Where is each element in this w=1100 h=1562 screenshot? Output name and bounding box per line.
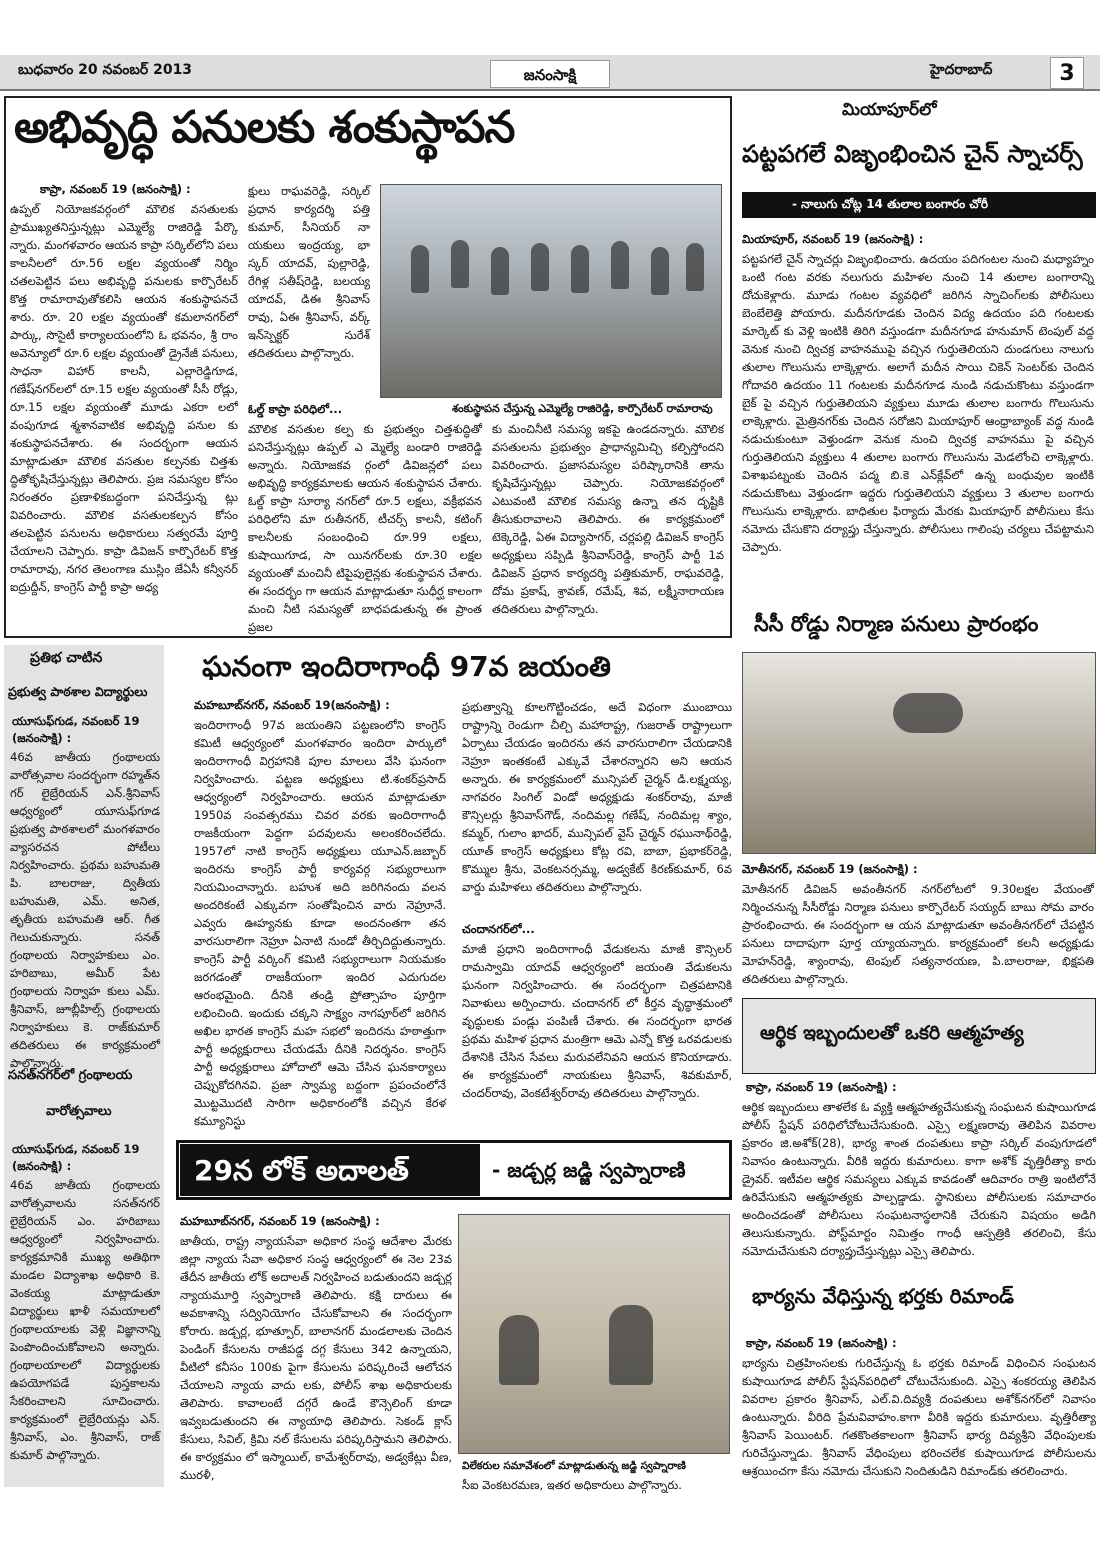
snatchers-kicker: మియాపూర్‌లో	[842, 100, 937, 120]
indira-col-2: ప్రభుత్వాన్ని కూలగొట్టించడం, అదే విధంగా ముంబాయి రాష్ట్రాన్ని రెండుగా చీల్చి మహారాష్ట్ర, గుజరాత్ రాష్ట్రాలుగా ఏర్పాటు చేయడం ఇందిరను తన వారసురాలిగా చేయడానికి నెహ్రూ ఇంతకంటే ఎక్కువే చేశారన్నారని అని ఆయన అన్నారు. ఈ కార్యక్రమంలో మున్సిపల్ చైర్మన్ డి.లక్ష్మయ్య, నాగవరం సింగిల్ విండో అధ్యక్షుడు శంకర్‌రావు, మాజీ కౌన్సిలర్లు శ్రీనివాస్‌గౌడ్, నందిమల్ల గణేష్, నందిమల్ల శ్యాం, కమ్మర్, గులాం ఖాదర్, మున్సిపల్ వైస్ చైర్మన్ రఘునాథ్‌రెడ్డి, యూత్ కాంగ్రెస్ అధ్యక్షులు కోట్ల రవి, బాబా, ప్రభాకర్‌రెడ్డి, కొమ్ముల శ్రీను, వెంకటనర్సమ్మ, అడ్వకేట్ కిరణ్‌కుమార్, 6వ వార్డు మహిళలు తదితరులు పాల్గొన్నారు.	[462, 700, 732, 894]
lokadalat-body: జాతీయ, రాష్ట్ర న్యాయసేవా అధికార సంస్థ ఆదేశాల మేరకు జిల్లా న్యాయ సేవా అధికార సంస్థ ఆధ్వర్యంలో ఈ నెల 23వ తేదీన జాతీయ లోక్ అదాలత్ నిర్వహించ బడుతుందని జడ్చర్ల న్యాయమూర్తి స్వప్నారాణి తెలిపారు. కక్షి దారులు ఈ అవకాశాన్ని సద్వినియోగం చేసుకోవాలని ఈ సందర్భంగా కోరారు. జడ్చర్ల, భూత్పూర్, బాలానగర్ మండలాలకు చెందిన పెండింగ్ కేసులను రాజీపడ్డ దగ్గ కేసులు 342 ఉన్నాయని, వీటిలో కనీసం 100కు పైగా కేసులను పరిష్కరించే ఆలోచన చేయాలని న్యాయ వాదు లకు, పోలీస్ శాఖ అధికారులకు తెలిపారు. కావాలంటే దగ్గరే ఉండే కౌన్సెలింగ్ కూడా ఇవ్వబడుతుందని ఈ న్యాయాధి తెలిపారు. సెకండ్ క్లాస్ కేసులు, సివిల్, క్రిమి నల్ కేసులను పరిష్కరిస్తామని తెలిపారు. ఈ కార్యక్రమం లో ఇస్మాయిల్, కామేశ్వర్‌రావు, అడ్వకేట్లు వీణ, మురళీ,	[180, 1234, 452, 1482]
newspaper-logo: జనంసాక్షి	[490, 60, 610, 88]
snatchers-subhead: - నాలుగు చోట్ల 14 తులాల బంగారం చోరీ	[792, 197, 988, 211]
lead-subhead: ఓల్డ్ కాప్రా పరిధిలో...	[248, 402, 343, 416]
lead-col-2b: మౌలిక వసతుల కల్ప కు ప్రభుత్వం చిత్తశుద్ధితో పనిచేస్తున్నట్లు ఉప్పల్ ఎ మ్మెల్యే బండారి రాజిరెడ్డి అన్నారు. నియోజకవ ర్గంలో డివిజన్లలో పలు అభివృద్ధి కార్యక్రమాలకు ఆయన శంకుస్థాపన చేశారు. ఓల్డ్ కాప్రా సూర్యా నగర్‌లో రూ.5 లక్షలు, వక్రీభవన పరిధిలోని మా రుతీనగర్, టీచర్స్ కాలనీ, కటింగ్ కాలనీలకు సంబంధించి రూ.99 లక్షలు, కుషాయిగూడ, సా యినగర్‌లకు రూ.30 లక్షల వ్యయంతో మంచినీ టిపైపులైన్లకు శంకుస్థాపన చేశారు. ఈ సందర్భం గా ఆయన మాట్లాడుతూ సుధీర్ఘ కాలంగా మంచి నీటి సమస్యతో బాధపడుతున్న ఈ ప్రాంత ప్రజల	[248, 422, 482, 634]
lead-headline: అభివృద్ధి పనులకు శంకుస్థాపన	[14, 102, 515, 153]
indira-col-1: ఇందిరాగాంధీ 97వ జయంతిని పట్టణంలోని కాంగ్రెస్ కమిటీ ఆధ్వర్యంలో మంగళవారం ఇందిరా పార్కులో ఇందిరాగాంధీ విగ్రహానికి పూల మాలలు వేసి ఘనంగా నిర్వహించారు. పట్టణ అధ్యక్షులు టి.శంకర్‌ప్రసాద్ ఆధ్వర్యంలో నిర్వహించారు. ఆయన మాట్లాడుతూ 1950వ సంవత్సరము చివర వరకు ఇందిరాగాంధీ రాజకీయంగా పెద్దగా పదవులను అలంకరించలేదు. 1957లో నాటి కాంగ్రెస్ అధ్యక్షులు యూఎన్.జబ్బార్ ఇందిరను కాంగ్రెస్ పార్టీ కార్యవర్గ సభ్యురాలుగా నియమించాన్నారు. బహుశ అది జరిగినందు వలన అందరికంటే ఎక్కువగా సంతోషించిన వారు నెహ్రూనే. ఎవ్వరు ఊహ్యనకు కూడా అందనంతగా తన వారసురాలిగా నెహ్రూ ఏనాటి నుండో తీర్చిదిద్దుతున్నారు. కాంగ్రెస్ పార్టీ వర్కింగ్ కమిటి సభ్యురాలుగా నియమకం జరగడంతో రాజకీయంగా ఇందిర ఎదుగుదల ఆరంభమైంది. దీనికి తండ్రి ప్రోత్సాహం పూర్తిగా లభించింది. ఇందుకు చక్కని సాక్ష్యం నాగపూర్‌లో జరిగిన అఖిల భారత కాంగ్రెస్ మహ సభలో ఇందిరను హఠాత్తుగా పార్టీ అధ్యక్షురాలు చేయడమే దీనికి నిదర్శనం. కాంగ్రెస్ పార్టీ అధ్యక్షురాలు హోదాలో ఆమె చేసిన ఘనకార్యాలు చెప్పుకోదగినవి. ప్రజా స్వామ్య బద్దంగా ప్రపంచంలోనే మొట్టమొదటి సారిగా అధికారంలోకి వచ్చిన కేరళ కమ్యూనిస్టు	[194, 718, 446, 1128]
ccroad-photo	[742, 652, 1096, 854]
scholars-dateline: యూసుఫ్‌గుడ, నవంబర్ 19 (జనంసాక్షి) :	[12, 714, 140, 745]
ccroad-headline: సీసీ రోడ్డు నిర్మాణ పనులు ప్రారంభం	[754, 612, 1039, 636]
indira-dateline: మహబూబ్‌నగర్, నవంబర్ 19(జనంసాక్షి) :	[194, 698, 390, 712]
lead-photo-caption: శంకుస్థాపన చేస్తున్న ఎమ్మెల్యే రాజిరెడ్డి, కార్పొరేటర్ రామారావు	[452, 402, 713, 415]
lokadalat-photo-caption: విలేకరుల సమావేశంలో మాట్లాడుతున్న జడ్జి స్వప్నారాణి	[462, 1460, 686, 1472]
lead-col-3: కు మంచినీటి సమస్య ఇకపై ఉండదన్నారు. మౌలిక వసతులను ప్రభుత్వం ప్రాధాన్యమిచ్చి కల్పిస్తోందని వివరించారు. ప్రజాసమస్యల పరిష్కారానికి తాను కృషిచేస్తున్నట్లు చెప్పారు. నియోజకవర్గంలో ఎటువంటి మౌలిక సమస్య ఉన్నా తన దృష్టికి తీసుకురావాలని తెలిపారు. ఈ కార్యక్రమంలో టెక్కెరెడ్డి, ఏఈ విద్యాసాగర్, చర్లపల్లి డివిజన్ కాంగ్రెస్ అధ్యక్షులు సప్పిడి శ్రీనివాస్‌రెడ్డి, కాంగ్రెస్ పార్టీ 1వ డివిజన్ ప్రధాన కార్యదర్శి పత్తికుమార్, రాఘవరెడ్డి, దోమ ప్రకాష్, శ్రావణ్, రమేష్, శివ, లక్ష్మీనారాయణ తదితరులు పాల్గొన్నారు.	[492, 422, 724, 616]
lokadalat-photo	[458, 1214, 730, 1454]
issue-date: బుధవారం 20 నవంబర్ 2013	[18, 62, 193, 78]
lead-col-2: క్షులు రాఘవరెడ్డి, సర్కిల్ ప్రధాన కార్యదర్శి పత్తి కుమార్, సీనియర్ నా యకులు ఇంద్రయ్య, భా స్కర్ యాదవ్, పుల్లారెడ్డి, రేగిళ్ల సతీష్‌రెడ్డి, బలయ్య యాదవ్, డిఈ శ్రీనివాస్ రావు, ఏఈ శ్రీనివాస్, వర్క్ ఇన్‌స్పెక్టర్ సురేశ్ తదితరులు పాల్గొన్నారు.	[248, 184, 370, 360]
snatchers-dateline: మియాపూర్, నవంబర్ 19 (జనంసాక్షి) :	[742, 232, 924, 246]
ccroad-dateline: మోతీనగర్, నవంబర్ 19 (జనంసాక్షి) :	[742, 862, 918, 876]
edition-city: హైదరాబాద్	[930, 62, 993, 78]
ccroad-body: మోతీనగర్ డివిజన్ అవంతీనగర్ నగర్‌లోటలో 9.30లక్షల వేయంతో నిర్మించనున్న సీసీరోడ్డు నిర్మాణ పనులు కార్పొరేటర్ సయ్యద్ బాబు సోమ వారం ప్రారంభించారు. ఈ సందర్భంగా ఆ యన మాట్లాడుతూ అవంతీనగర్‌లో చేపట్టిన పనులు దాదాపుగా పూర్త య్యాయన్నారు. కార్యక్రమంలో కలనీ అధ్యక్షుడు మోహన్‌రెడ్డి, శ్యాంరావు, టెంపుల్ సత్యనారయణ, పి.బాలరాజు, భిక్షపతి తదితరులు పాల్గొన్నారు.	[742, 882, 1094, 986]
suicide-dateline: కాప్రా, నవంబర్ 19 (జనంసాక్షి) :	[746, 1080, 897, 1094]
sanath-headline-1: సనత్‌నగర్‌లో గ్రంథాలయ	[8, 1068, 133, 1083]
snatchers-headline: పట్టపగలే విజృంభించిన చైన్ స్నాచర్స్	[742, 140, 1083, 168]
lokadalat-dateline: మహబూబ్‌నగర్, నవంబర్ 19 (జనంసాక్షి) :	[180, 1214, 380, 1228]
lokadalat-subhead: - జడ్చర్ల జడ్జి స్వప్నారాణి	[492, 1158, 686, 1182]
lokadalat-caption-2: సీఐ వెంకటరమణ, ఇతర అధికారులు పాల్గొన్నారు.	[462, 1478, 682, 1492]
sanath-dateline: యూసుఫ్‌గుడ, నవంబర్ 19 (జనంసాక్షి) :	[12, 1142, 140, 1173]
lead-col-1: ఉప్పల్ నియోజకవర్గంలో మౌలిక వసతులకు ప్రాముఖ్యతనిస్తున్నట్లు ఎమ్మెల్యే రాజిరెడ్డి పేర్కొ న్నారు. మంగళవారం ఆయన కాప్రా సర్కిల్‌లోని పలు కాలనీలలో రూ.56 లక్షల వ్యయంతో నిర్మిం చతలపెట్టిన పలు అభివృద్ధి పనులకు కార్పొరేటర్ కొత్త రామారావుతోకలిసి ఆయన శంకుస్థాపనచే శారు. రూ. 20 లక్షల వ్యయంతో కమలానగర్‌లో పార్కు, సొసైటీ కార్యాలయంలోని ఓ భవనం, శ్రీ రాం అవెన్యూలో రూ.6 లక్షల వ్యయంతో డ్రైనేజీ పనులు, సాధనా విహార్ కాలనీ, ఎల్లారెడ్డిగూడ, గణేష్‌నగర్‌లలో రూ.15 లక్షల వ్యయంతో సీసీ రోడ్లు, రూ.15 లక్షల వ్యయంతో మూడు ఎకరా లలో వంపుగూడ శ్మశానవాటిక అభివృద్ధి పనుల కు శంకుస్థాపనచేశారు. ఈ సందర్భంగా ఆయన మాట్లాడుతూ మౌలిక వసతుల కల్పనకు చిత్తశు ద్ధితోకృషిచేస్తున్నట్లు తెలిపారు. ప్రజ సమస్యల కోసం నిరంతరం ప్రణాళికబద్ధంగా పనిచేస్తున్న ట్లు వివరించారు. మౌలిక వసతులకల్పన కోసం తలపెట్టిన పనులను అధికారులు సత్వరమే పూర్తి చేయాలని చెప్పారు. కాప్రా డివిజన్ కార్పొరేటర్ కొత్త రామారావు, నగర తెలంగాణ ముస్లిం జేఏసీ కన్వీనర్ ఐద్రుద్దీన్, కాంగ్రెస్ పార్టీ కాప్రా అధ్య	[10, 202, 238, 594]
snatchers-subhead-bar	[742, 192, 1096, 218]
suicide-body: ఆర్థిక ఇబ్బందులు తాళలేక ఓ వ్యక్తి ఆత్మహత్యచేసుకున్న సంఘటన కుషాయిగూడ పోలీస్ స్టేషన్ పరిధిలోచోటుచేసుకుంది. ఎస్సై లక్ష్మణరావు తెలిపిన వివరాల ప్రకారం జి.అశోక్(28), భార్య శాంత దంపతులు కాప్రా సర్కిల్ వంపుగూడలో నివాసం ఉంటున్నారు. వీరికి ఇద్దరు కుమారులు. కాగా అశోక్ వృత్తిరీత్యా కారు డ్రైవర్. ఇటీవల ఆర్థిక సమస్యలు ఎక్కువ కావడంతో ఆదివారం రాత్రి ఇంటిలోనే ఉరివేసుకుని ఆత్మహత్యకు పాల్పడ్డాడు. స్థానికులు పోలీసులకు సమాచారం అందించడంతో పోలీసులు సంఘటనాస్థలానికి చేరుకుని విషయం అడిగి తెలుసుకున్నారు. పోస్ట్‌మార్టం నిమిత్తం గాంధీ ఆస్పత్రికి తరలించి, కేసు నమోదుచేసుకుని దర్యాప్తుచేస్తున్నట్లు ఎస్సై తెలిపారు.	[742, 1100, 1096, 1258]
remand-body: భార్యను చిత్రహింసలకు గురిచేస్తున్న ఓ భర్తకు రిమాండ్ విధించిన సంఘటన కుషాయిగూడ పోలీస్ స్టేషన్‌పరిధిలో చోటుచేసుకుంది. ఎస్సై శంకరయ్య తెలిపిన వివరాల ప్రకారం శ్రీనివాస్, ఎల్.వి.దివ్యశ్రీ దంపతులు అశోక్‌నగర్‌లో నివాసం ఉంటున్నారు. వీరిది ప్రేమవివాహం.కాగా వీరికి ఇద్దరు కుమారులు. వృత్తిరీత్యా శ్రీనివాస్ పెయింటర్. గతకొంతకాలంగా శ్రీనివాస్ భార్య దివ్యశ్రీని వేధింపులకు గురిచేస్తున్నాడు. శ్రీనివాస్ వేధింపులు భరించలేక కుషాయిగూడ పోలీసులను ఆశ్రయించగా కేసు నమోదు చేసుకుని నిందితుడిని రిమాండ్‌కు తరలించారు.	[742, 1356, 1096, 1478]
scholars-headline-1: ప్రతిభ చాటిన	[30, 650, 103, 666]
lead-dateline: కాప్రా, నవంబర్ 19 (జనంసాక్షి) :	[40, 182, 191, 196]
scholars-headline-2: ప్రభుత్వ పాఠశాల విద్యార్థులు	[8, 684, 148, 699]
remand-dateline: కాప్రా, నవంబర్ 19 (జనంసాక్షి) :	[746, 1336, 897, 1350]
remand-headline: భార్యను వేధిస్తున్న భర్తకు రిమాండ్	[752, 1284, 1014, 1308]
sanath-headline-2: వారోత్సవాలు	[46, 1104, 112, 1119]
sanath-body: 46వ జాతీయ గ్రంథాలయ వారోత్సవాలను సనత్‌నగర్ లైబ్రేరియన్ ఎం. హరిబాబు ఆధ్వర్యంలో నిర్వహించారు. కార్యక్రమానికి ముఖ్య అతిథిగా మండల విద్యాశాఖ అధికారి కె. వెంకయ్య మాట్లాడుతూ విద్యార్థులు ఖాళీ సమయాలలో గ్రంథాలయాలకు వెళ్లి విజ్ఞానాన్ని పెంపొందించుకోవాలని అన్నారు. గ్రంథాలయాలలో విద్యార్థులకు ఉపయోగపడే పుస్తకాలను సేకరించాలని సూచించారు. కార్యక్రమంలో లైబ్రేరియన్లు ఎన్. శ్రీనివాస్, ఎం. శ్రీనివాస్, రాజ్ కుమార్ పాల్గొన్నారు.	[10, 1178, 160, 1462]
lead-photo	[380, 184, 722, 398]
suicide-headline: ఆర్థిక ఇబ్బందులతో ఒకరి ఆత్మహత్య	[760, 1022, 1024, 1044]
indira-headline: ఘనంగా ఇందిరాగాంధీ 97వ జయంతి	[202, 650, 611, 683]
page-number: 3	[1050, 57, 1084, 89]
snatchers-body: పట్టపగలే చైన్ స్నాచర్లు విజృంభించారు. ఉదయం పదిగంటల నుంచి మధ్యాహ్నం ఒంటి గంట వరకు నలుగురు మహిళల నుంచి 14 తులాల బంగారాన్ని దోచుకెళ్లారు. మూడు గంటల వ్యవధిలో జరిగిన స్నాచింగ్‌లకు పోలీసులు బెంబేలెత్తి పోయారు. మదీనగూడకు చెందిన విద్య ఉదయం పది గంటలకు మార్కెట్ కు వెళ్లి ఇంటికి తిరిగి వస్తుండగా మదీనగూడ హనుమాన్ టెంపుల్ వద్ద వెనుక నుంచి ద్విచక్ర వాహనముపై వచ్చిన గుర్తుతెలియని దుండగులు నాలుగు తులాల గొలుసును లాక్కెళ్లారు. అలాగే మదీన సాయి చికెన్ సెంటర్‌కు చెందిన గోదావరి ఉదయం 11 గంటలకు మదీనగూడ నుండి నడుచుకొంటు వస్తుండగా బైక్ పై వచ్చిన గుర్తుతెలియని వ్యక్తులు మూడు తులాల బంగారు గొలుసును లాక్కెళ్లారు. మైత్రినగర్‌కు చెందిన సరోజిని మియాపూర్ ఆంధ్రాబ్యాంక్ వద్ద నుండి నడుచుకుంటూ వెళ్తుండగా వెనుక నుంచి ద్విచక్ర వాహనము పై వచ్చిన గుర్తుతెలియని వ్యక్తులు 4 తులాల బంగారు గొలుసును మెడలోంచి లాక్కెళ్లారు. విశాఖపట్నంకు చెందిన పద్మ బి.కె ఎన్‌క్లేవ్‌లో ఉన్న బంధువుల ఇంటికి నడుచుకొంటు వెళ్తుండగా ఇద్దరు గుర్తుతెలియని వ్యక్తులు 3 తులాల బంగారు గొలుసును లాక్కెళ్లారు. బాధితుల ఫిర్యాదు మేరకు మియాపూర్ పోలీసులు కేసు నమోదు చేసుకొని దర్యాప్తు చేస్తున్నారు. పోలీసులు గాలింపు చర్యలు చేపట్టామని చెప్పారు.	[742, 252, 1094, 554]
scholars-body: 46వ జాతీయ గ్రంథాలయ వారోత్సవాల సందర్భంగా రహ్మత్‌న గర్ లైబ్రేరియన్ ఎన్.శ్రీనివాస్ ఆధ్వర్యంలో యూసుఫ్‌గూడ ప్రభుత్వ పాఠశాలలో మంగళవారం వ్యాసరచన పోటీలు నిర్వహించారు. ప్రథమ బహుమతి పి. బాలరాజు, ద్వితీయ బహుమతి, ఎమ్. అనిత, తృతీయ బహుమతి ఆర్. గీత గెలుచుకున్నారు. సనత్ గ్రంథాలయ నిర్వాహకులు ఎం. హరిబాబు, అమీర్ పేట గ్రంథాలయ నిర్వాహ కులు ఎమ్. శ్రీనివాస్, జూబ్లీహిల్స్ గ్రంథాలయ నిర్వాహకులు కె. రాజ్‌కుమార్ తదితరులు ఈ కార్యక్రమంలో పాల్గొన్నారు.	[10, 750, 160, 1070]
indira-subhead: చందానగర్‌లో...	[462, 922, 535, 936]
lokadalat-headline: 29న లోక్ అదాలత్	[194, 1154, 409, 1187]
indira-col-2b: మాజీ ప్రధాని ఇందిరాగాంధీ వేడుకలను మాజీ కౌన్సిలర్ రామస్వామి యాదవ్ ఆధ్వర్యంలో జయంతి వేడుకలను ఘనంగా నిర్వహించారు. ఈ సందర్భంగా చిత్రపటానికి నివాళులు అర్పించారు. చందానగర్ లో కీర్తన వృద్ధాశ్రమంలో వృద్ధులకు పండ్లు పంపిణీ చేశారు. ఈ సందర్భంగా భారత ప్రథమ మహిళ ప్రధాన మంత్రిగా ఆమె ఎన్నో కొత్త ఒరవడులకు దేశానికి చేసిన సేవలు మరువలేనివని ఆయన కొనియాడారు. ఈ కార్యక్రమంలో నాయకులు శ్రీనివాస్, శివకుమార్, చందర్‌రావు, వెంకటేశ్వర్‌రావు తదితరులు పాల్గొన్నారు.	[462, 942, 732, 1100]
